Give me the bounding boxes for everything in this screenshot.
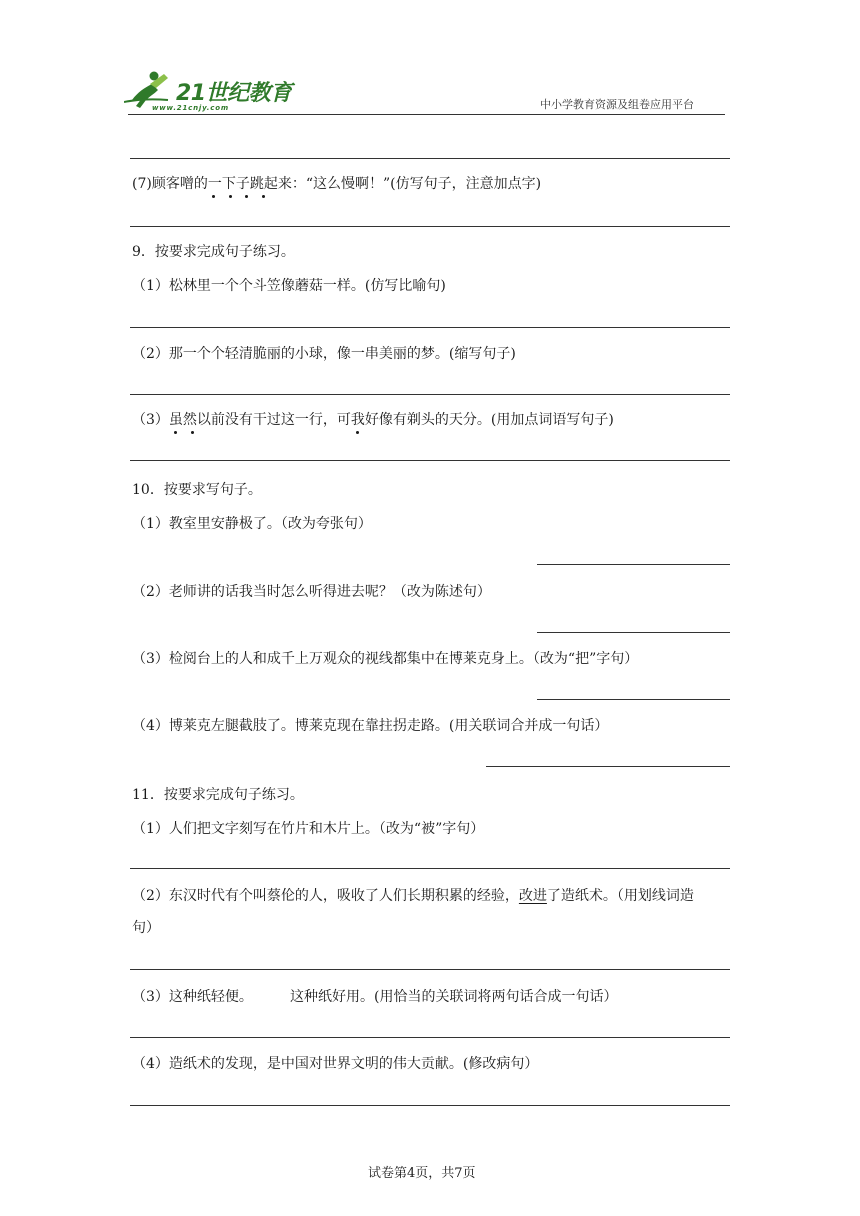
q11-title: 11．按要求完成句子练习。 [132, 787, 304, 803]
answer-line [130, 1037, 730, 1038]
q11-item-3b: 这种纸好用。(用恰当的关联词将两句话合成一句话） [290, 989, 618, 1005]
answer-line [486, 766, 730, 767]
answer-line [130, 868, 730, 869]
q11-item-4: （4）造纸术的发现，是中国对世界文明的伟大贡献。(修改病句） [132, 1056, 539, 1072]
q11-item-1: （1）人们把文字刻写在竹片和木片上。（改为“被”字句） [132, 821, 485, 837]
q10-item-4: （4）博莱克左腿截肢了。博莱克现在靠拄拐走路。(用关联词合并成一句话） [132, 718, 609, 734]
page-number: 试卷第4页，共7页 [368, 1166, 476, 1181]
emphasis-dot [212, 195, 215, 198]
header-rule [128, 114, 725, 115]
q9-title: 9．按要求完成句子练习。 [132, 244, 295, 260]
logo [124, 70, 294, 116]
answer-line [537, 632, 730, 633]
answer-line [130, 969, 730, 970]
answer-line [537, 564, 730, 565]
answer-line [130, 1105, 730, 1106]
q9-item-1: （1）松林里一个个斗笠像蘑菇一样。(仿写比喻句) [132, 278, 446, 294]
q11-item-2-text: （2）东汉时代有个叫蔡伦的人，吸收了人们长期积累的经验， [132, 888, 519, 904]
q10-item-2: （2）老师讲的话我当时怎么听得进去呢？（改为陈述句） [132, 584, 491, 600]
answer-line [537, 699, 730, 700]
q10-title: 10．按要求写句子。 [132, 482, 262, 498]
emphasis-dot [191, 431, 194, 434]
q11-item-2-text: 了造纸术。（用划线词造 [546, 888, 694, 904]
q8-item-7: (7)顾客噌的一下子跳起来：“这么慢啊！”(仿写句子，注意加点字) [132, 176, 542, 192]
emphasis-dot [174, 431, 177, 434]
logo-text: 21世纪教育 [176, 81, 292, 106]
q10-item-3: （3）检阅台上的人和成千上万观众的视线都集中在博莱克身上。（改为“把”字句） [132, 651, 639, 667]
q9-item-3: （3）虽然以前没有干过这一行，可我好像有剃头的天分。(用加点词语写句子) [132, 412, 614, 428]
emphasis-dot [262, 195, 265, 198]
emphasis-dot [229, 195, 232, 198]
platform-name: 中小学教育资源及组卷应用平台 [540, 98, 694, 111]
answer-line [130, 226, 730, 227]
underlined-word: 改进 [518, 888, 547, 904]
logo-url: www.21cnjy.com [152, 104, 229, 112]
answer-line [130, 460, 730, 461]
emphasis-dot [245, 195, 248, 198]
emphasis-dot [356, 431, 359, 434]
q10-item-1: （1）教室里安静极了。（改为夸张句） [132, 516, 372, 532]
q11-item-2 [132, 886, 694, 906]
answer-line [130, 158, 730, 159]
q11-item-2-wrap: 句） [132, 920, 160, 936]
answer-line [130, 327, 730, 328]
q11-item-3a: （3）这种纸轻便。 [132, 989, 253, 1005]
q9-item-2: （2）那一个个轻清脆丽的小球，像一串美丽的梦。(缩写句子) [132, 346, 516, 362]
answer-line [130, 394, 730, 395]
